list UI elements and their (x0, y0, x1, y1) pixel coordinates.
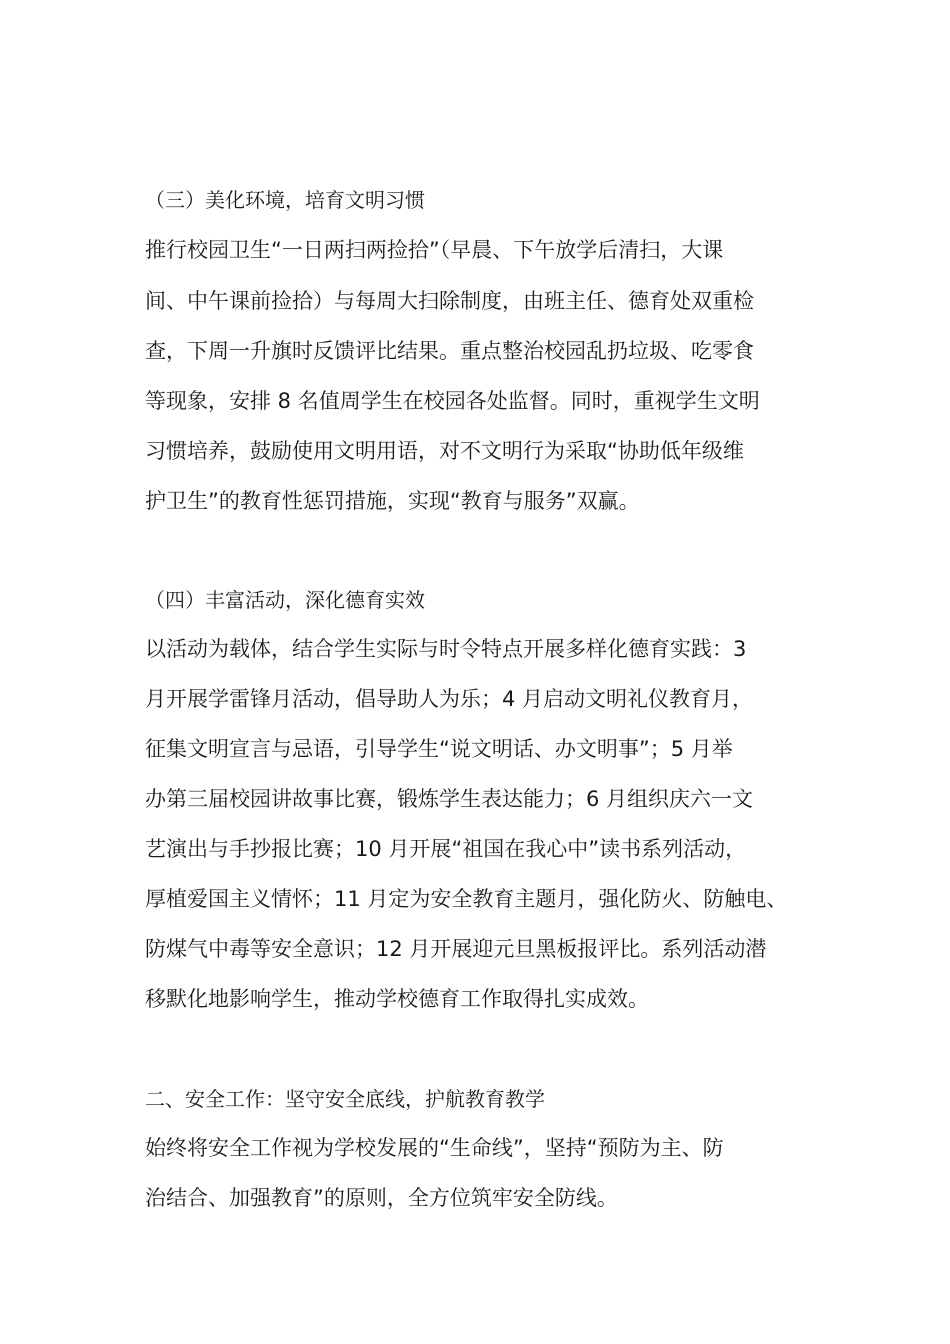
paragraph-line: 推行校园卫生“一日两扫两捡拾”（早晨、下午放学后清扫，大课 (145, 238, 724, 262)
paragraph-line: 艺演出与手抄报比赛；10 月开展“祖国在我心中”读书系列活动， (145, 837, 747, 861)
paragraph-line: 间、中午课前捡拾）与每周大扫除制度，由班主任、德育处双重检 (145, 289, 754, 313)
paragraph-line: 办第三届校园讲故事比赛，锻炼学生表达能力；6 月组织庆六一文 (145, 787, 754, 811)
paragraph-line: 等现象，安排 8 名值周学生在校园各处监督。同时，重视学生文明 (145, 389, 760, 413)
section-heading-safety: 二、安全工作：坚守安全底线，护航教育教学 (145, 1087, 545, 1111)
section-heading-four: （四）丰富活动，深化德育实效 (145, 588, 425, 612)
paragraph-line: 治结合、加强教育”的原则，全方位筑牢安全防线。 (145, 1186, 618, 1210)
paragraph-line: 防煤气中毒等安全意识；12 月开展迎元旦黑板报评比。系列活动潜 (145, 937, 767, 961)
paragraph-line: 厚植爱国主义情怀；11 月定为安全教育主题月，强化防火、防触电、 (145, 887, 788, 911)
paragraph-line: 查，下周一升旗时反馈评比结果。重点整治校园乱扔垃圾、吃零食 (145, 339, 754, 363)
section-heading-three: （三）美化环境，培育文明习惯 (145, 188, 425, 212)
paragraph-line: 以活动为载体，结合学生实际与时令特点开展多样化德育实践：3 (145, 637, 747, 661)
paragraph-line: 征集文明宣言与忌语，引导学生“说文明话、办文明事”；5 月举 (145, 737, 733, 761)
paragraph-line: 护卫生”的教育性惩罚措施，实现“教育与服务”双赢。 (145, 489, 640, 513)
paragraph-line: 月开展学雷锋月活动，倡导助人为乐；4 月启动文明礼仪教育月， (145, 687, 754, 711)
paragraph-line: 移默化地影响学生，推动学校德育工作取得扎实成效。 (145, 987, 649, 1011)
paragraph-line: 习惯培养，鼓励使用文明用语，对不文明行为采取“协助低年级维 (145, 439, 744, 463)
paragraph-line: 始终将安全工作视为学校发展的“生命线”，坚持“预防为主、防 (145, 1136, 724, 1160)
